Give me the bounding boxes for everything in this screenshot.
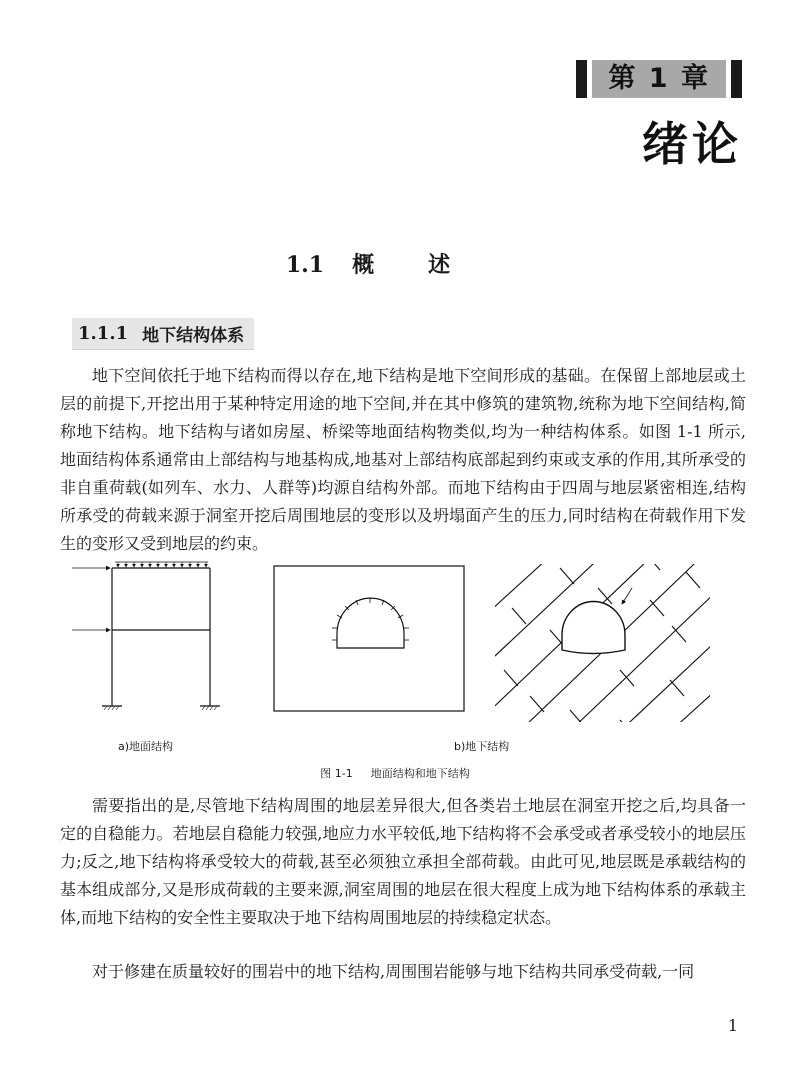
badge-bar-left (576, 60, 587, 98)
chapter-title: 绪论 (642, 117, 742, 171)
underground-structure-diagram-soil (274, 566, 464, 711)
underground-structure-diagram-rock (480, 560, 760, 750)
chapter-badge (576, 60, 742, 98)
chapter-label: 第 1 章 (592, 60, 726, 98)
page-number: 1 (727, 1016, 738, 1035)
paragraph-1: 地下空间依托于地下结构而得以存在,地下结构是地下空间形成的基础。在保留上部地层或土层的前提下,开挖出用于某种特定用途的地下空间,并在其中修筑的建筑物,统称为地下空间结构,简称地下结构。地下结构与诸如房屋、桥梁等地面结构物类似,均为一种结构体系。如图 1-1 所示,地面结构体系通常由上部结构与地基构成,地基对上部结构底部起到约束或支承的作用,其所承受的非自重荷载(如列车、水力、人群等)均源自结构外部。而地下结构由于四周与地层紧密相连,结构所承受的荷载来源于洞室开挖后周围地层的变形以及坍塌面产生的压力,同时结构在荷载作用下发生的变形又受到地层的约束。 (60, 366, 746, 553)
figure-caption (0, 765, 790, 781)
section-title: 概述 (352, 252, 505, 278)
paragraph-2: 需要指出的是,尽管地下结构周围的地层差异很大,但各类岩土地层在洞室开挖之后,均具备一定的自稳能力。若地层自稳能力较强,地应力水平较低,地下结构将不会承受或者承受较小的地层压力;反之,地下结构将承受较大的荷载,甚至必须独立承担全部荷载。由此可见,地层既是承载结构的基本组成部分,又是形成荷载的主要来源,洞室周围的地层在很大程度上成为地下结构体系的承载主体,而地下结构的安全性主要取决于地下结构周围地层的持续稳定状态。 (60, 796, 746, 927)
subsection-heading (72, 318, 254, 350)
figure-caption-number: 图 1-1 (320, 767, 353, 780)
section-number: 1.1 (285, 252, 325, 278)
paragraph-3: 对于修建在质量较好的围岩中的地下结构,周围围岩能够与地下结构共同承受荷载,一同 (92, 962, 695, 981)
section-heading (0, 248, 790, 279)
figure-caption-text: 地面结构和地下结构 (370, 767, 470, 780)
figure-label-a: a)地面结构 (118, 740, 174, 753)
figure-1-1 (60, 560, 760, 790)
subsection-number: 1.1.1 (78, 323, 129, 344)
badge-bar-right (731, 60, 742, 98)
figure-label-b: b)地下结构 (454, 740, 510, 753)
subsection-title: 地下结构体系 (142, 326, 245, 346)
ground-structure-diagram (72, 562, 220, 710)
